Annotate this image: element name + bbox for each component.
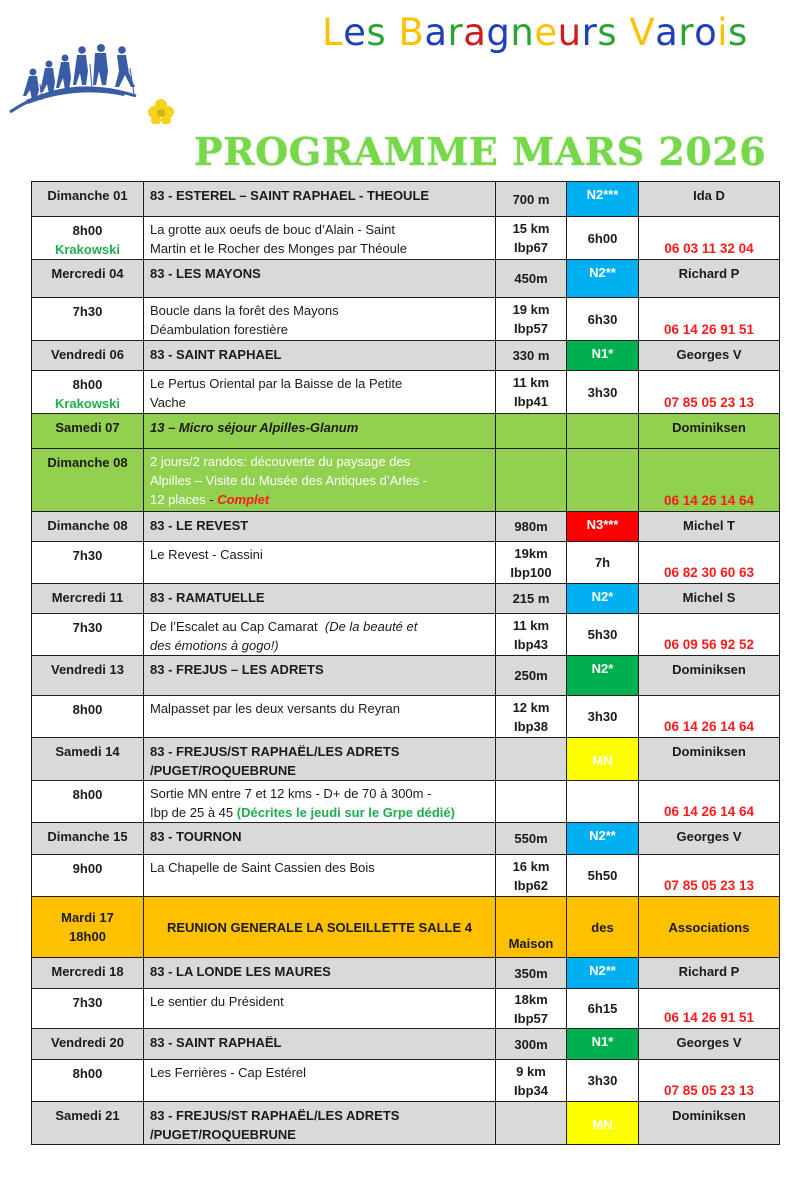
- place-line: 83 - FREJUS/ST RAPHAËL/LES ADRETS: [150, 1108, 400, 1123]
- distance: 11 km: [512, 375, 550, 390]
- description-cell: [144, 371, 496, 414]
- yellow-flower-icon: [148, 99, 174, 124]
- description-line: [150, 490, 489, 509]
- distance: 19km: [514, 545, 548, 561]
- place-cell: [144, 1102, 496, 1145]
- guide-cell: Georges V: [639, 823, 780, 855]
- club-name-letter: a: [424, 11, 448, 54]
- phone-cell: 07 85 05 23 13: [639, 371, 780, 414]
- guide-cell: Dominiksen: [639, 656, 780, 696]
- place-cell: 83 - LES MAYONS: [144, 260, 496, 298]
- elevation-cell: 700 m: [496, 182, 567, 217]
- day-cell: Samedi 14: [32, 738, 144, 781]
- club-name-letter: g: [486, 11, 511, 54]
- page-title: PROGRAMME MARS 2026: [194, 129, 767, 174]
- ibp-index: Ibp43: [514, 636, 548, 652]
- empty-cell: [496, 414, 567, 449]
- place-cell: 83 - FREJUS – LES ADRETS: [144, 656, 496, 696]
- distance: 19 km: [512, 302, 550, 317]
- description-cell: [144, 217, 496, 260]
- time-cell: [32, 696, 144, 738]
- distance: 11 km: [512, 617, 550, 633]
- phone-cell: 06 14 26 14 64: [639, 449, 780, 512]
- distance-cell: [496, 542, 567, 584]
- time-cell: [32, 1060, 144, 1102]
- day-cell: Dimanche 08: [32, 449, 144, 512]
- sejour-detail-row: [32, 449, 780, 512]
- meeting-day: Mardi 17: [61, 910, 114, 925]
- ibp-index: Ibp67: [514, 240, 548, 255]
- outing-detail-row: [32, 781, 780, 823]
- distance-cell: [496, 1060, 567, 1102]
- level-badge: MN: [567, 1102, 639, 1145]
- description-line: Le sentier du Président: [150, 994, 284, 1009]
- elevation-cell: 250m: [496, 656, 567, 696]
- outing-detail-row: [32, 217, 780, 260]
- phone-cell: 06 14 26 14 64: [639, 696, 780, 738]
- elevation-cell: 330 m: [496, 341, 567, 371]
- departure-time: 8h00: [72, 787, 103, 802]
- departure-time: 7h30: [72, 304, 103, 319]
- level-badge: N2**: [567, 823, 639, 855]
- place-cell: 83 - TOURNON: [144, 823, 496, 855]
- level-badge: MN: [567, 738, 639, 781]
- outing-detail-row: [32, 989, 780, 1029]
- description-italic: (De la beauté et: [324, 619, 418, 634]
- outing-detail-row: [32, 696, 780, 738]
- outing-header-row: [32, 341, 780, 371]
- phone-cell: 06 09 56 92 52: [639, 614, 780, 656]
- car-owner: Krakowski: [54, 396, 121, 411]
- description-cell: [144, 298, 496, 341]
- description-line: Déambulation forestière: [150, 322, 289, 337]
- place-cell: 83 - RAMATUELLE: [144, 584, 496, 614]
- guide-cell: Richard P: [639, 260, 780, 298]
- ibp-index: Ibp62: [514, 877, 548, 893]
- guide-cell: Ida D: [639, 182, 780, 217]
- departure-time: 7h30: [72, 620, 103, 635]
- meeting-row: [32, 897, 780, 958]
- outing-header-row: [32, 512, 780, 542]
- meeting-time: 18h00: [69, 929, 106, 944]
- description-note: (Décrites le jeudi sur le Grpe dédié): [236, 805, 455, 820]
- club-name-letter: r: [678, 11, 695, 54]
- guide-cell: Georges V: [639, 341, 780, 371]
- guide-cell: Richard P: [639, 958, 780, 989]
- departure-time: 9h00: [72, 861, 103, 876]
- description-line: Boucle dans la forêt des Mayons: [150, 303, 339, 318]
- duration-cell: 3h30: [567, 696, 639, 738]
- distance-cell: [496, 614, 567, 656]
- level-badge: N2*: [567, 584, 639, 614]
- description-line: Le Revest - Cassini: [150, 547, 263, 562]
- club-name-letter: i: [717, 11, 728, 54]
- sejour-header-row: [32, 414, 780, 449]
- level-badge: N2**: [567, 958, 639, 989]
- outing-header-row: [32, 260, 780, 298]
- phone-cell: 07 85 05 23 13: [639, 1060, 780, 1102]
- guide-cell: Michel S: [639, 584, 780, 614]
- club-name-letter: a: [655, 11, 679, 54]
- outing-detail-row: [32, 614, 780, 656]
- club-name-letter: s: [366, 11, 387, 54]
- car-owner: Krakowski: [54, 242, 121, 257]
- elevation-cell: 450m: [496, 260, 567, 298]
- ibp-index: Ibp57: [514, 1010, 548, 1026]
- hikers-logo-icon: [6, 34, 176, 124]
- empty-cell: [496, 449, 567, 512]
- day-cell: Mercredi 11: [32, 584, 144, 614]
- empty-cell: [496, 1102, 567, 1145]
- description-cell: [144, 614, 496, 656]
- description-line: La grotte aux oeufs de bouc d’Alain - Saint: [150, 222, 395, 237]
- description-line: 2 jours/2 randos: découverte du paysage des: [150, 454, 411, 469]
- time-cell: [32, 855, 144, 897]
- meeting-location-part: Maison: [496, 897, 567, 958]
- guide-cell: Dominiksen: [639, 414, 780, 449]
- time-cell: [32, 614, 144, 656]
- elevation-cell: 350m: [496, 958, 567, 989]
- distance-cell: [496, 217, 567, 260]
- place-line: 83 - FREJUS/ST RAPHAËL/LES ADRETS: [150, 744, 400, 759]
- distance-cell: [496, 298, 567, 341]
- day-cell: Vendredi 20: [32, 1029, 144, 1060]
- club-name-letter: u: [557, 11, 582, 54]
- outing-header-row: [32, 1029, 780, 1060]
- schedule-table: [31, 181, 780, 1145]
- outing-header-row: [32, 584, 780, 614]
- day-cell: Mercredi 18: [32, 958, 144, 989]
- ibp-index: Ibp100: [510, 564, 552, 580]
- departure-time: 8h00: [72, 702, 103, 717]
- day-cell: Dimanche 08: [32, 512, 144, 542]
- club-name-letter: e: [343, 11, 367, 54]
- distance: 12 km: [512, 699, 550, 715]
- outing-header-row: [32, 1102, 780, 1145]
- outing-header-row: [32, 958, 780, 989]
- phone-cell: 06 03 11 32 04: [639, 217, 780, 260]
- distance-cell: [496, 989, 567, 1029]
- sejour-description: [144, 449, 496, 512]
- status-badge: Complet: [217, 492, 270, 507]
- elevation-cell: 300m: [496, 1029, 567, 1060]
- club-name-letter: r: [447, 11, 464, 54]
- guide-cell: Georges V: [639, 1029, 780, 1060]
- description-line: Les Ferrières - Cap Estérel: [150, 1065, 307, 1080]
- club-name-letter: o: [694, 11, 718, 54]
- elevation-cell: 550m: [496, 823, 567, 855]
- duration-cell: 6h30: [567, 298, 639, 341]
- club-name-letter: B: [398, 11, 425, 54]
- meeting-location-part: Associations: [639, 897, 780, 958]
- description-line: des émotions à gogo!): [150, 638, 279, 653]
- separator: -: [205, 492, 218, 507]
- day-cell: Dimanche 15: [32, 823, 144, 855]
- description-line: Alpilles – Visite du Musée des Antiques d’Arles -: [150, 473, 428, 488]
- outing-detail-row: [32, 1060, 780, 1102]
- sejour-title: 13 – Micro séjour Alpilles-Glanum: [144, 414, 496, 449]
- club-name-letter: s: [728, 11, 748, 54]
- description-cell: [144, 1060, 496, 1102]
- phone-cell: 06 14 26 14 64: [639, 781, 780, 823]
- description-line: Vache: [150, 395, 186, 410]
- places-count: 12 places: [150, 492, 206, 507]
- empty-cell: [496, 781, 567, 823]
- club-name-letter: a: [463, 11, 487, 54]
- elevation-cell: 215 m: [496, 584, 567, 614]
- club-name-letter: r: [581, 11, 598, 54]
- meeting-title: REUNION GENERALE LA SOLEILLETTE SALLE 4: [144, 897, 496, 958]
- elevation-cell: 980m: [496, 512, 567, 542]
- description-line: Le Pertus Oriental par la Baisse de la Petite: [150, 376, 403, 391]
- ibp-index: Ibp38: [514, 718, 548, 734]
- outing-detail-row: [32, 542, 780, 584]
- time-cell: [32, 781, 144, 823]
- departure-time: 8h00: [72, 223, 103, 238]
- place-cell: 83 - SAINT RAPHAËL: [144, 1029, 496, 1060]
- distance-cell: [496, 855, 567, 897]
- club-name-letter: V: [629, 11, 656, 54]
- club-name-letter: e: [534, 11, 558, 54]
- time-cell: [32, 542, 144, 584]
- level-badge: N3***: [567, 512, 639, 542]
- duration-cell: 6h00: [567, 217, 639, 260]
- guide-cell: Michel T: [639, 512, 780, 542]
- place-line: /PUGET/ROQUEBRUNE: [150, 1127, 296, 1142]
- time-cell: [32, 371, 144, 414]
- ibp-index: Ibp41: [514, 394, 548, 409]
- day-cell: Dimanche 01: [32, 182, 144, 217]
- distance-cell: [496, 696, 567, 738]
- ibp-index: Ibp34: [514, 1082, 548, 1098]
- distance: 9 km: [516, 1063, 546, 1079]
- outing-detail-row: [32, 855, 780, 897]
- day-cell: Vendredi 06: [32, 341, 144, 371]
- description-line: Malpasset par les deux versants du Reyran: [150, 701, 401, 716]
- distance: 18km: [514, 991, 548, 1007]
- ibp-index: Ibp57: [514, 321, 548, 336]
- departure-time: 7h30: [72, 995, 103, 1010]
- description-cell: [144, 989, 496, 1029]
- duration-cell: 5h50: [567, 855, 639, 897]
- duration-cell: 3h30: [567, 1060, 639, 1102]
- guide-cell: Dominiksen: [639, 738, 780, 781]
- day-cell: Samedi 07: [32, 414, 144, 449]
- departure-time: 8h00: [72, 377, 103, 392]
- empty-cell: [496, 738, 567, 781]
- level-badge: N2***: [567, 182, 639, 217]
- description-cell: [144, 855, 496, 897]
- empty-cell: [567, 414, 639, 449]
- description-text: Ibp de 25 à 45: [150, 805, 237, 820]
- level-badge: N1*: [567, 1029, 639, 1060]
- club-name-letter: n: [510, 11, 535, 54]
- distance: 15 km: [512, 221, 550, 236]
- day-cell: Samedi 21: [32, 1102, 144, 1145]
- place-cell: 83 - LA LONDE LES MAURES: [144, 958, 496, 989]
- time-cell: [32, 989, 144, 1029]
- duration-cell: 7h: [567, 542, 639, 584]
- place-cell: 83 - LE REVEST: [144, 512, 496, 542]
- outing-detail-row: [32, 371, 780, 414]
- distance-cell: [496, 371, 567, 414]
- description-main: De l’Escalet au Cap Camarat: [150, 619, 325, 634]
- place-cell: 83 - ESTEREL – SAINT RAPHAEL - THEOULE: [144, 182, 496, 217]
- club-name-letter: [617, 10, 629, 56]
- description-line: Sortie MN entre 7 et 12 kms - D+ de 70 à 300m -: [150, 786, 432, 801]
- empty-cell: [567, 449, 639, 512]
- day-cell: Mercredi 04: [32, 260, 144, 298]
- guide-cell: Dominiksen: [639, 1102, 780, 1145]
- level-badge: N1*: [567, 341, 639, 371]
- description-cell: [144, 696, 496, 738]
- time-cell: [32, 298, 144, 341]
- description-line: La Chapelle de Saint Cassien des Bois: [150, 860, 375, 875]
- club-name-letter: [386, 10, 398, 56]
- outing-header-row: [32, 656, 780, 696]
- duration-cell: 5h30: [567, 614, 639, 656]
- club-name: [322, 10, 748, 56]
- outing-header-row: [32, 823, 780, 855]
- description-line: [150, 803, 489, 822]
- departure-time: 7h30: [72, 548, 103, 563]
- outing-header-row: [32, 738, 780, 781]
- day-cell: Vendredi 13: [32, 656, 144, 696]
- duration-cell: 6h15: [567, 989, 639, 1029]
- phone-cell: 06 14 26 91 51: [639, 298, 780, 341]
- outing-header-row: [32, 182, 780, 217]
- place-cell: [144, 738, 496, 781]
- club-name-letter: s: [597, 11, 618, 54]
- place-line: /PUGET/ROQUEBRUNE: [150, 763, 296, 778]
- empty-cell: [567, 781, 639, 823]
- phone-cell: 06 82 30 60 63: [639, 542, 780, 584]
- phone-cell: 06 14 26 91 51: [639, 989, 780, 1029]
- description-cell: [144, 542, 496, 584]
- meeting-location-part: des: [567, 897, 639, 958]
- meeting-date-cell: [32, 897, 144, 958]
- level-badge: N2**: [567, 260, 639, 298]
- level-badge: N2*: [567, 656, 639, 696]
- description-line: Martin et le Rocher des Monges par Théoule: [150, 241, 408, 256]
- description-cell: [144, 781, 496, 823]
- time-cell: [32, 217, 144, 260]
- distance: 16 km: [512, 858, 550, 874]
- club-name-letter: L: [322, 11, 344, 54]
- duration-cell: 3h30: [567, 371, 639, 414]
- description-line: [150, 617, 489, 636]
- phone-cell: 07 85 05 23 13: [639, 855, 780, 897]
- departure-time: 8h00: [72, 1066, 103, 1081]
- place-cell: 83 - SAINT RAPHAEL: [144, 341, 496, 371]
- outing-detail-row: [32, 298, 780, 341]
